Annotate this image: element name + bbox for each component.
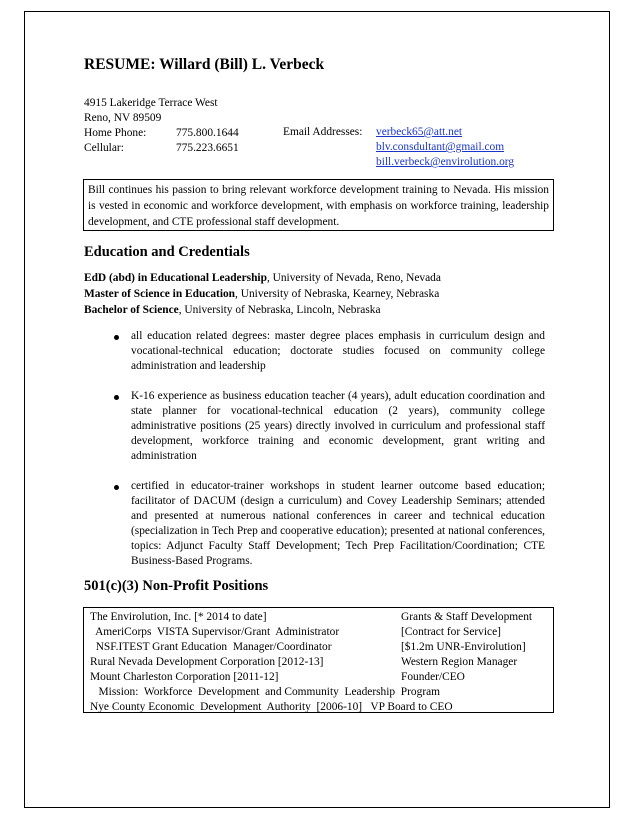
positions-box [83,607,554,713]
list-item [114,329,545,374]
degree-bs [84,304,381,316]
bullet-text: K-16 experience as business education teacher (4 years), adult education coordination and state planner for vocational-technical education (2 years), community college administrative positions (25 years) directly involved in curriculum and professional staff development, workforce training and economic development, grant writing and administration [131,390,545,462]
list-item [114,389,545,464]
email-link-1[interactable]: verbeck65@att.net [376,126,463,138]
degree-institution: , University of Nevada, Reno, Nevada [266,272,441,284]
table-row [90,656,518,671]
address-line-1: 4915 Lakeridge Terrace West [84,97,218,109]
home-phone-row [84,126,239,141]
table-row [90,641,526,656]
home-phone: 775.800.1644 [176,127,239,139]
positions-heading: 501(c)(3) Non-Profit Positions [84,578,269,594]
education-bullets [114,329,545,584]
email-label: Email Addresses: [283,126,363,138]
cellular-row [84,141,239,156]
position-role: Founder/CEO [401,671,465,683]
position-title: NSF.ITEST Grant Education Manager/Coordinator [90,641,332,653]
home-phone-label: Home Phone: [84,127,147,139]
table-row [90,686,440,701]
bullet-icon [114,485,119,490]
degree-edd [84,272,441,284]
degree-institution: , University of Nebraska, Lincoln, Nebraska [178,304,381,316]
bullet-icon [114,395,119,400]
table-row [90,626,501,641]
bullet-text: all education related degrees: master degree places emphasis in curriculum design and vocational-technical education; doctorate studies focused on community college administration and leadership [131,330,545,372]
position-title: Mission: Workforce Development and Community Leadership Program [90,686,441,698]
education-heading: Education and Credentials [84,244,250,260]
summary-box: Bill continues his passion to bring relevant workforce development training to Nevada. His mission is vested in economic and workforce development, with emphasis on workforce training, leadership development, and CTE professional staff development. [83,179,554,231]
position-title: AmeriCorps VISTA Supervisor/Grant Administrator [90,626,340,638]
table-row [90,701,453,716]
email-link-3[interactable]: bill.verbeck@envirolution.org [376,156,515,168]
address-line-2: Reno, NV 89509 [84,112,162,124]
table-row [90,671,465,686]
position-role: Western Region Manager [401,656,518,668]
position-title: Rural Nevada Development Corporation [2012-13] [90,656,324,668]
cellular-phone: 775.223.6651 [176,142,239,154]
table-row [90,611,533,626]
degree-name: Master of Science in Education [84,288,236,300]
position-role: [$1.2m UNR-Envirolution] [401,641,526,653]
list-item [114,479,545,569]
degree-name: EdD (abd) in Educational Leadership [84,272,267,284]
degree-name: Bachelor of Science [84,304,179,316]
position-title: Mount Charleston Corporation [2011-12] [90,671,279,683]
email-link-2[interactable]: blv.consdultant@gmail.com [376,141,505,153]
degree-ms [84,288,439,300]
position-role: [Contract for Service] [401,626,501,638]
cellular-label: Cellular: [84,142,124,154]
bullet-text: certified in educator-trainer workshops in student learner outcome based education; facilitator of DACUM (design a curriculum) and Covey Leadership Seminars; attended and presented at numerous national conferences in career and technical education (specialization in Tech Prep and cooperative education); presented at national conferences, topics: Adjunct Faculty Staff Development; Tech Prep Facilitation/Coordination; CTE Business-Based Programs. [131,480,545,567]
resume-title: RESUME: Willard (Bill) L. Verbeck [84,56,325,73]
position-title: Nye County Economic Development Authority [2006-10] VP Board to CEO [90,701,453,713]
degree-institution: , University of Nebraska, Kearney, Nebraska [235,288,440,300]
position-role: Grants & Staff Development [401,611,533,623]
bullet-icon [114,335,119,340]
position-title: The Envirolution, Inc. [* 2014 to date] [90,611,267,623]
